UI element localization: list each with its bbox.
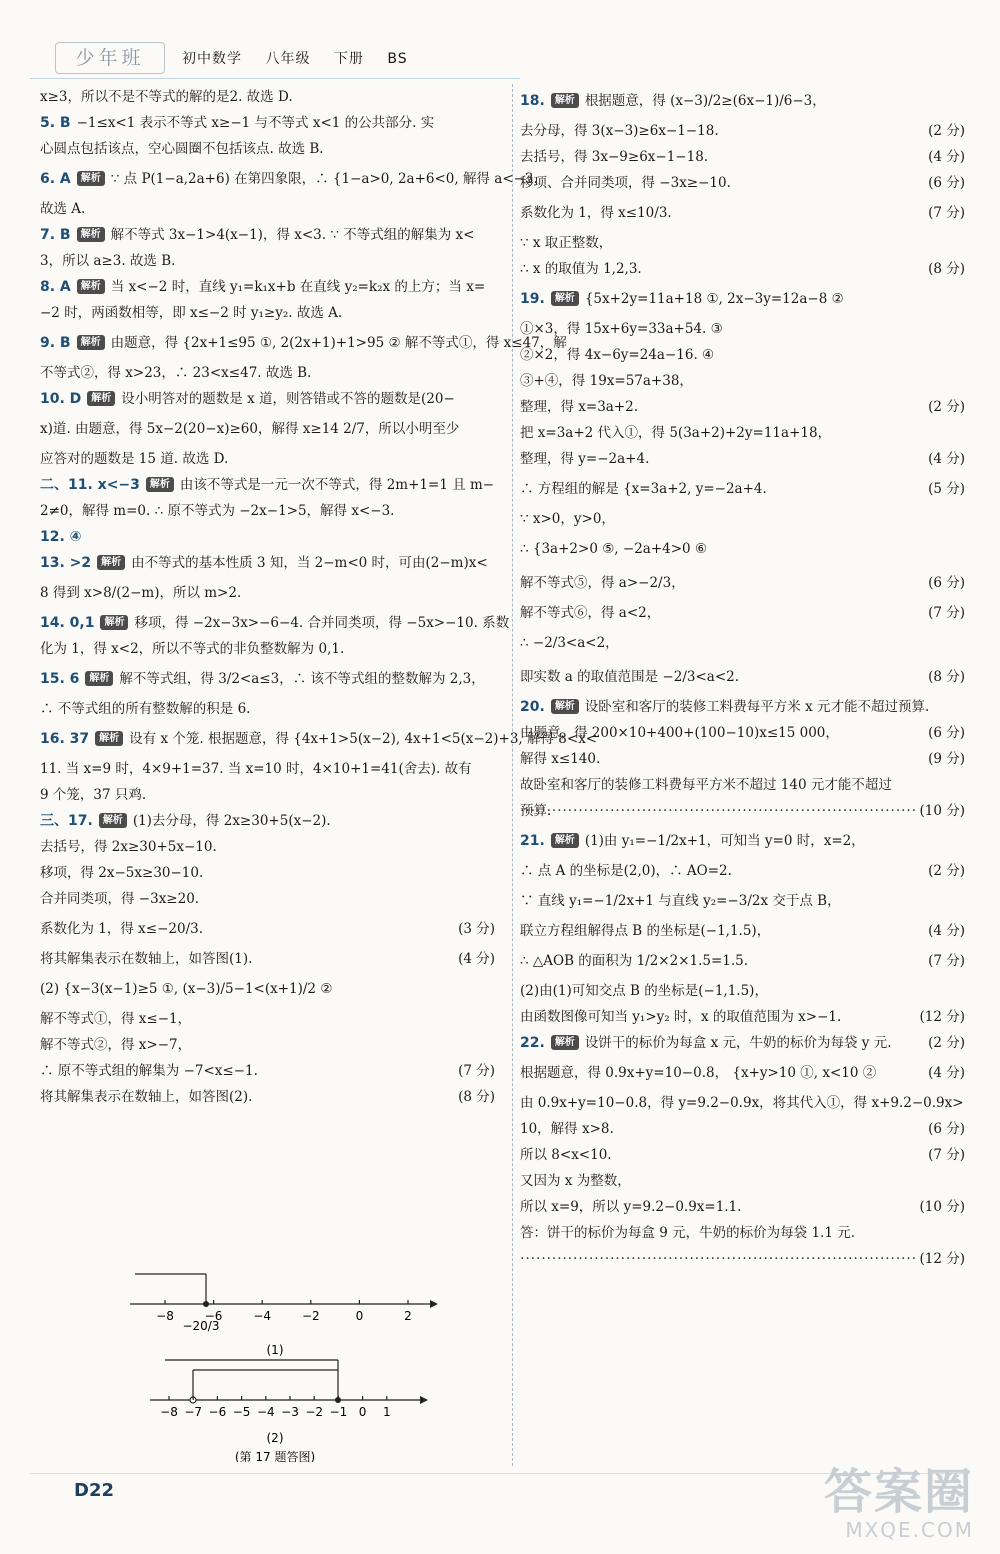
right-line	[520, 472, 965, 506]
tick-label: 0	[355, 1309, 364, 1323]
solution-text: 10，解得 x>8.	[520, 1121, 614, 1137]
right-line	[520, 368, 965, 394]
left-line	[40, 162, 538, 196]
column-divider	[512, 84, 514, 1466]
left-line	[40, 498, 495, 524]
question-number: 15. 6	[40, 671, 80, 687]
solution-text: 11. 当 x=9 时，4×9+1=37. 当 x=10 时，4×10+1=41(舍去). 故有	[40, 761, 472, 777]
question-number: 8. A	[40, 279, 71, 295]
right-line	[520, 1116, 965, 1142]
score-value: (6 分)	[928, 725, 965, 741]
left-line	[40, 110, 495, 136]
score-value: (8 分)	[928, 261, 965, 277]
subject: 初中数学	[182, 51, 242, 67]
solution-text: ∵ x>0，y>0，	[520, 511, 615, 527]
solution-text: 解不等式 3x−1>4(x−1)，得 x<3. ∵ 不等式组的解集为 x<	[110, 227, 475, 243]
score-mark	[458, 1058, 495, 1084]
analysis-tag: 解析	[551, 833, 579, 848]
question-number: 18.	[520, 93, 545, 109]
right-line	[520, 84, 965, 118]
solution-text: 故卧室和客厅的装修工料费每平方米不超过 140 元才能不超过	[520, 777, 892, 793]
solution-text: 当 x<−2 时，直线 y₁=k₁x+b 在直线 y₂=k₂x 的上方；当 x=	[110, 279, 486, 295]
score-value: (4 分)	[928, 451, 965, 467]
solution-text: 设饼干的标价为每盒 x 元，牛奶的标价为每袋 y 元.	[584, 1035, 892, 1051]
solution-text: 应答对的题数是 15 道. 故选 D.	[40, 451, 229, 467]
solution-text: 又因为 x 为整数，	[520, 1173, 631, 1189]
left-line	[40, 446, 495, 472]
score-mark	[928, 144, 965, 170]
solution-text: 3，所以 a≥3. 故选 B.	[40, 253, 176, 269]
solution-text: ∴ {3a+2>0 ⑤, −2a+4>0 ⑥	[520, 541, 708, 557]
left-line	[40, 834, 495, 860]
score-value: (3 分)	[458, 921, 495, 937]
page-number: D22	[74, 1480, 114, 1501]
analysis-tag: 解析	[146, 477, 174, 492]
score-mark	[928, 660, 965, 694]
score-value: (7 分)	[928, 205, 965, 221]
question-number: 二、11. x<−3	[40, 477, 140, 493]
right-line	[520, 1030, 965, 1056]
solution-text: ②×2，得 4x−6y=24a−16. ④	[520, 347, 715, 363]
score-value: (4 分)	[928, 1065, 965, 1081]
solution-text: 解不等式⑥，得 a<2，	[520, 605, 661, 621]
solution-text: ③+④，得 19x=57a+38，	[520, 373, 693, 389]
left-line	[40, 524, 495, 550]
left-line	[40, 472, 495, 498]
right-line	[520, 944, 965, 978]
score-mark	[928, 944, 965, 978]
right-line	[520, 918, 965, 944]
score-mark	[928, 1056, 965, 1090]
score-mark	[919, 1004, 965, 1030]
score-value: (2 分)	[928, 863, 965, 879]
analysis-tag: 解析	[551, 699, 579, 714]
analysis-tag: 解析	[95, 731, 123, 746]
score-value: (12 分)	[919, 1009, 965, 1025]
left-line	[40, 326, 567, 360]
solution-text: ∴ x 的取值为 1,2,3.	[520, 261, 642, 277]
solution-text: 系数化为 1，得 x≤10/3.	[520, 205, 672, 221]
right-line	[520, 196, 965, 230]
score-value: (4 分)	[928, 149, 965, 165]
score-value: (10 分)	[919, 1199, 965, 1215]
left-line	[40, 84, 495, 110]
analysis-tag: 解析	[77, 227, 105, 242]
solution-text: (1)由 y₁=−1/2x+1，可知当 y=0 时，x=2，	[584, 833, 865, 849]
score-mark	[928, 600, 965, 626]
score-mark	[928, 256, 965, 282]
watermark-url: MXQE.COM	[845, 1518, 974, 1542]
left-line	[40, 576, 495, 610]
score-value: (8 分)	[458, 1089, 495, 1105]
score-value: (9 分)	[928, 751, 965, 767]
solution-text: −2 时，两函数相等，即 x≤−2 时 y₁≥y₂. 故选 A.	[40, 305, 343, 321]
solution-text: 2≠0，解得 m=0. ∴ 原不等式为 −2x−1>5，解得 x<−3.	[40, 503, 395, 519]
tick-label: 1	[382, 1405, 391, 1419]
analysis-tag: 解析	[551, 291, 579, 306]
edition: BS	[387, 51, 408, 67]
question-number: 10. D	[40, 391, 82, 407]
solution-text: 解不等式②，得 x>−7，	[40, 1037, 192, 1053]
right-line	[520, 566, 965, 600]
left-line	[40, 196, 495, 222]
right-line	[520, 256, 965, 282]
analysis-tag: 解析	[100, 615, 128, 630]
question-number: 12. ④	[40, 529, 82, 545]
solution-text: 9 个笼，37 只鸡.	[40, 787, 147, 803]
tick-label: −4	[256, 1405, 275, 1419]
right-line	[520, 772, 965, 798]
solution-text: 去括号，得 2x≥30+5x−10.	[40, 839, 217, 855]
right-line	[520, 446, 965, 472]
score-mark	[458, 946, 495, 972]
analysis-tag: 解析	[99, 813, 127, 828]
solution-text: ∴ 原不等式组的解集为 −7<x≤−1.	[40, 1063, 258, 1079]
left-line	[40, 946, 495, 972]
solution-text: 把 x=3a+2 代入①，得 5(3a+2)+2y=11a+18，	[520, 425, 832, 441]
question-number: 21.	[520, 833, 545, 849]
solution-text: ∴ −2/3<a<2，	[520, 635, 619, 651]
score-mark	[928, 566, 965, 600]
solution-text: 预算.	[520, 803, 552, 819]
header-rule	[30, 78, 520, 79]
solid-point-1	[203, 1301, 209, 1307]
right-line	[520, 506, 965, 532]
right-line	[520, 978, 965, 1004]
score-mark	[928, 1116, 965, 1142]
score-value: (12 分)	[915, 1251, 965, 1267]
solution-text: 设卧室和客厅的装修工料费每平方米 x 元才能不超过预算.	[584, 699, 930, 715]
score-value: (2 分)	[928, 1035, 965, 1051]
analysis-tag: 解析	[77, 171, 105, 186]
score-value: (6 分)	[928, 1121, 965, 1137]
left-line	[40, 1006, 495, 1032]
right-line	[520, 1004, 965, 1030]
left-line	[40, 860, 495, 886]
solution-text: 8 得到 x>8/(2−m)，所以 m>2.	[40, 585, 242, 601]
solution-text: 移项，得 2x−5x≥30−10.	[40, 865, 204, 881]
right-line	[520, 1246, 965, 1272]
score-mark	[520, 1246, 965, 1272]
tick-label: −6	[204, 1309, 223, 1323]
solution-text: 不等式②，得 x>23，∴ 23<x≤47. 故选 B.	[40, 365, 312, 381]
solution-text: 解得 x≤140.	[520, 751, 601, 767]
right-line	[520, 1168, 965, 1194]
left-line	[40, 636, 495, 662]
score-mark	[928, 170, 965, 196]
tick-label: −2	[301, 1309, 320, 1323]
score-value: (2 分)	[928, 399, 965, 415]
right-line	[520, 170, 965, 196]
solution-text: 解不等式⑤，得 a>−2/3，	[520, 575, 685, 591]
question-number: 9. B	[40, 335, 71, 351]
solution-text: 由题意，得 200×10+400+(100−10)x≤15 000，	[520, 725, 839, 741]
analysis-tag: 解析	[551, 93, 579, 108]
solution-text: (2) {x−3(x−1)≥5 ①, (x−3)/5−1<(x+1)/2 ②	[40, 981, 333, 997]
score-mark	[928, 1142, 965, 1168]
left-line	[40, 886, 495, 912]
left-line	[40, 550, 495, 576]
tick-label: 2	[404, 1309, 412, 1323]
question-number: 16. 37	[40, 731, 90, 747]
solution-text: 化为 1，得 x<2，所以不等式的非负整数解为 0,1.	[40, 641, 345, 657]
solution-text: 由函数图像可知当 y₁>y₂ 时，x 的取值范围为 x>−1.	[520, 1009, 842, 1025]
question-number: 13. >2	[40, 555, 92, 571]
left-line	[40, 274, 495, 300]
left-line	[40, 1032, 495, 1058]
left-line	[40, 722, 598, 756]
right-column	[520, 84, 965, 1272]
solution-text: 解不等式组，得 3/2<a≤3，∴ 该不等式组的整数解为 2,3，	[119, 671, 485, 687]
solution-text: ①×3，得 15x+6y=33a+54. ③	[520, 321, 723, 337]
solution-text: 设有 x 个笼. 根据题意，得 {4x+1>5(x−2), 4x+1<5(x−2)+3, 解得 8<x<	[129, 731, 598, 747]
score-value: (5 分)	[928, 481, 965, 497]
tick-label: −3	[281, 1405, 299, 1419]
solution-text: 故选 A.	[40, 201, 86, 217]
brand-logo: 少年班	[55, 42, 165, 74]
analysis-tag: 解析	[87, 391, 115, 406]
score-value: (2 分)	[928, 123, 965, 139]
right-line	[520, 144, 965, 170]
solution-text: 将其解集表示在数轴上，如答图(2).	[40, 1089, 253, 1105]
left-line	[40, 360, 495, 386]
solution-text: 移项、合并同类项，得 −3x≥−10.	[520, 175, 731, 191]
right-line	[520, 118, 965, 144]
watermark	[824, 1466, 974, 1542]
right-line	[520, 1194, 965, 1220]
solution-text: ∵ 直线 y₁=−1/2x+1 与直线 y₂=−3/2x 交于点 B，	[520, 893, 841, 909]
left-line	[40, 808, 495, 834]
right-line	[520, 394, 965, 420]
score-mark	[928, 1030, 965, 1056]
score-mark	[520, 798, 965, 824]
tick-label: −8	[160, 1405, 178, 1419]
solution-text: 由题意，得 {2x+1≤95 ①, 2(2x+1)+1>95 ② 解不等式①，得 x≤47，解	[110, 335, 567, 351]
solution-text: (1)去分母，得 2x≥30+5(x−2).	[132, 813, 331, 829]
score-mark	[928, 858, 965, 884]
score-mark	[928, 394, 965, 420]
right-line	[520, 1056, 965, 1090]
right-line	[520, 420, 965, 446]
right-line	[520, 1220, 965, 1246]
score-value: (7 分)	[458, 1063, 495, 1079]
solution-text: 根据题意，得 0.9x+y=10−0.8， {x+y>10 ①, x<10 ②	[520, 1065, 877, 1081]
left-line	[40, 1084, 495, 1110]
question-number: 14. 0,1	[40, 615, 95, 631]
analysis-tag: 解析	[97, 555, 125, 570]
right-line	[520, 230, 965, 256]
left-line	[40, 756, 495, 782]
solution-text: 联立方程组解得点 B 的坐标是(−1,1.5)，	[520, 923, 771, 939]
left-line	[40, 300, 495, 326]
solution-text: ∴ 方程组的解是 {x=3a+2, y=−2a+4.	[520, 481, 767, 497]
right-line	[520, 884, 965, 918]
right-line	[520, 532, 965, 566]
score-value: (7 分)	[928, 605, 965, 621]
score-mark	[928, 196, 965, 230]
score-mark	[928, 472, 965, 506]
watermark-main: 答案圈	[823, 1464, 974, 1520]
analysis-tag: 解析	[77, 279, 105, 294]
left-line	[40, 912, 495, 946]
score-mark	[928, 918, 965, 944]
score-mark	[919, 1194, 965, 1220]
solution-text: 整理，得 y=−2a+4.	[520, 451, 650, 467]
solution-text: 心圆点包括该点，空心圆圈不包括该点. 故选 B.	[40, 141, 324, 157]
score-value: (4 分)	[928, 923, 965, 939]
question-number: 三、17.	[40, 813, 93, 829]
score-mark	[928, 446, 965, 472]
score-value: (4 分)	[458, 951, 495, 967]
tick-special: −20/3	[182, 1319, 220, 1333]
left-line	[40, 662, 495, 696]
analysis-tag: 解析	[551, 1035, 579, 1050]
left-line	[40, 222, 495, 248]
score-value: (10 分)	[915, 803, 965, 819]
solution-text: 系数化为 1，得 x≤−20/3.	[40, 921, 204, 937]
analysis-tag: 解析	[77, 335, 105, 350]
question-number: 19.	[520, 291, 545, 307]
score-value: (7 分)	[928, 1147, 965, 1163]
figure-caption: (第 17 题答图)	[234, 1450, 316, 1462]
right-line	[520, 600, 965, 626]
tick-label: −2	[305, 1405, 324, 1419]
left-line	[40, 696, 495, 722]
question-number: 5. B	[40, 115, 71, 131]
right-line	[520, 282, 965, 316]
left-line	[40, 1058, 495, 1084]
right-line	[520, 1142, 965, 1168]
solution-text: 合并同类项，得 −3x≥20.	[40, 891, 200, 907]
left-line	[40, 386, 495, 412]
analysis-tag: 解析	[85, 671, 113, 686]
score-value: (7 分)	[928, 953, 965, 969]
solution-text: x)道. 由题意，得 5x−2(20−x)≥60，解得 x≥14 2/7，所以小明至少	[40, 421, 460, 437]
solution-text: 移项，得 −2x−3x>−6−4. 合并同类项，得 −5x>−10. 系数	[134, 615, 510, 631]
solution-text: 将其解集表示在数轴上，如答图(1).	[40, 951, 253, 967]
answer-figure-17	[125, 1262, 455, 1462]
book-info	[182, 48, 426, 68]
volume: 下册	[333, 51, 364, 67]
tick-label: −6	[208, 1405, 227, 1419]
tick-label: −8	[156, 1309, 174, 1323]
solution-text: 由不等式的基本性质 3 知，当 2−m<0 时，可由(2−m)x<	[131, 555, 488, 571]
solution-text: 答：饼干的标价为每盒 9 元，牛奶的标价为每袋 1.1 元.	[520, 1225, 856, 1241]
solution-text: 根据题意，得 (x−3)/2≥(6x−1)/6−3，	[584, 93, 826, 109]
right-line	[520, 694, 965, 720]
question-number: 22.	[520, 1035, 545, 1051]
tick-label: −7	[184, 1405, 203, 1419]
score-mark	[458, 1084, 495, 1110]
solution-text: ∴ 点 A 的坐标是(2,0)，∴ AO=2.	[520, 863, 732, 879]
right-line	[520, 798, 965, 824]
tick-label: 0	[358, 1405, 367, 1419]
solution-text: 由该不等式是一元一次不等式，得 2m+1=1 且 m−	[179, 477, 495, 493]
solution-text: ∴ 不等式组的所有整数解的积是 6.	[40, 701, 251, 717]
left-line	[40, 412, 495, 446]
solution-text: 解不等式①，得 x≤−1，	[40, 1011, 192, 1027]
figure-label-2: (2)	[266, 1431, 284, 1445]
solution-text: ∴ △AOB 的面积为 1/2×2×1.5=1.5.	[520, 953, 749, 969]
grade: 八年级	[265, 51, 311, 67]
tick-label: −4	[253, 1309, 272, 1323]
number-line-1	[130, 1274, 438, 1357]
question-number: 20.	[520, 699, 545, 715]
score-value: (8 分)	[928, 669, 965, 685]
right-line	[520, 746, 965, 772]
figure-label-1: (1)	[266, 1343, 284, 1357]
left-line	[40, 136, 495, 162]
solution-text: ∵ 点 P(1−a,2a+6) 在第四象限，∴ {1−a>0, 2a+6<0, 解得 a<−3.	[110, 171, 538, 187]
page-header	[30, 36, 990, 76]
right-line	[520, 316, 965, 342]
solution-text: {5x+2y=11a+18 ①, 2x−3y=12a−8 ②	[584, 291, 844, 307]
solution-text: 去分母，得 3(x−3)≥6x−1−18.	[520, 123, 719, 139]
solution-text: (2)由(1)可知交点 B 的坐标是(−1,1.5)，	[520, 983, 768, 999]
solution-text: ∵ x 取正整数，	[520, 235, 613, 251]
number-line-2	[150, 1360, 428, 1445]
solution-text: 整理，得 x=3a+2.	[520, 399, 639, 415]
left-line	[40, 782, 495, 808]
left-line	[40, 248, 495, 274]
right-line	[520, 1090, 965, 1116]
right-line	[520, 824, 965, 858]
right-line	[520, 720, 965, 746]
solution-text: 所以 x=9，所以 y=9.2−0.9x=1.1.	[520, 1199, 742, 1215]
tick-label: −1	[329, 1405, 348, 1419]
solution-text: 设小明答对的题数是 x 道，则答错或不答的题数是(20−	[121, 391, 455, 407]
left-line	[40, 972, 495, 1006]
solution-text: 所以 8<x<10.	[520, 1147, 612, 1163]
tick-label: −5	[232, 1405, 251, 1419]
solution-text: 即实数 a 的取值范围是 −2/3<a<2.	[520, 669, 740, 685]
score-mark	[928, 118, 965, 144]
question-number: 7. B	[40, 227, 71, 243]
score-value: (6 分)	[928, 175, 965, 191]
right-line	[520, 342, 965, 368]
solution-text: −1≤x<1 表示不等式 x≥−1 与不等式 x<1 的公共部分. 实	[76, 115, 435, 131]
solution-text: 去括号，得 3x−9≥6x−1−18.	[520, 149, 709, 165]
score-mark	[458, 912, 495, 946]
score-mark	[928, 746, 965, 772]
solution-text: 由 0.9x+y=10−0.8，得 y=9.2−0.9x，将其代入①，得 x+9.2−0.9x>	[520, 1095, 964, 1111]
score-mark	[928, 720, 965, 746]
question-number: 6. A	[40, 171, 71, 187]
score-value: (6 分)	[928, 575, 965, 591]
right-line	[520, 858, 965, 884]
solution-text: x≥3，所以不是不等式的解的是2. 故选 D.	[40, 89, 293, 105]
left-line	[40, 610, 510, 636]
right-line	[520, 660, 965, 694]
right-line	[520, 626, 965, 660]
